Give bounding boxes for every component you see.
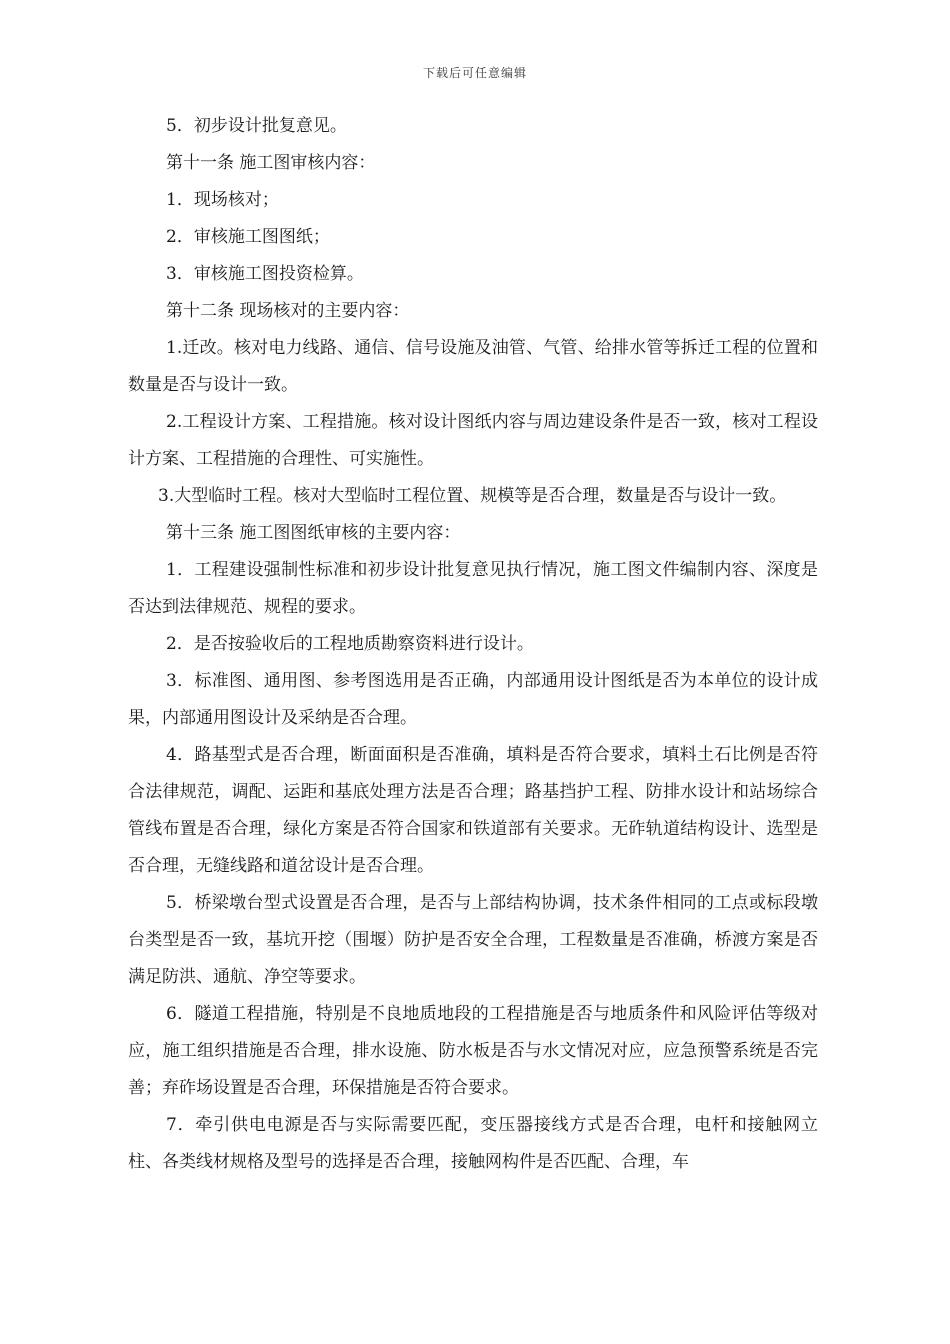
paragraph: 1．现场核对； xyxy=(166,190,279,210)
article-heading: 第十一条 施工图审核内容： xyxy=(166,153,376,173)
paragraph: 1．工程建设强制性标准和初步设计批复意见执行情况，施工图文件编制内容、深度是否达到法律规范、规程的要求。 xyxy=(128,560,818,617)
article-heading: 第十三条 施工图图纸审核的主要内容： xyxy=(166,523,461,543)
paragraph: 2．审核施工图图纸； xyxy=(166,227,330,247)
paragraph: 2．是否按验收后的工程地质勘察资料进行设计。 xyxy=(166,634,534,654)
paragraph: 1.迁改。核对电力线路、通信、信号设施及油管、气管、给排水管等拆迁工程的位置和数量是否与设计一致。 xyxy=(128,338,818,395)
document-body xyxy=(128,108,818,1181)
paragraph: 2.工程设计方案、工程措施。核对设计图纸内容与周边建设条件是否一致，核对工程设计方案、工程措施的合理性、可实施性。 xyxy=(128,412,818,469)
paragraph: 3．标准图、通用图、参考图选用是否正确，内部通用设计图纸是否为本单位的设计成果，内部通用图设计及采纳是否合理。 xyxy=(128,671,818,728)
paragraph: 4．路基型式是否合理，断面面积是否准确，填料是否符合要求，填料土石比例是否符合法律规范，调配、运距和基底处理方法是否合理；路基挡护工程、防排水设计和站场综合管线布置是否合理，绿化方案是否符合国家和铁道部有关要求。无砟轨道结构设计、选型是否合理，无缝线路和道岔设计是否合理。 xyxy=(128,745,818,876)
article-heading: 第十二条 现场核对的主要内容： xyxy=(166,301,410,321)
paragraph: 7．牵引供电电源是否与实际需要匹配，变压器接线方式是否合理，电杆和接触网立柱、各类线材规格及型号的选择是否合理，接触网构件是否匹配、合理，车 xyxy=(128,1115,818,1172)
page-header: 下载后可任意编辑 xyxy=(422,66,527,80)
paragraph: 3．审核施工图投资检算。 xyxy=(166,264,364,284)
paragraph: 5．桥梁墩台型式设置是否合理，是否与上部结构协调，技术条件相同的工点或标段墩台类型是否一致，基坑开挖（围堰）防护是否安全合理，工程数量是否准确，桥渡方案是否满足防洪、通航、净空等要求。 xyxy=(128,893,818,987)
paragraph: 5．初步设计批复意见。 xyxy=(166,116,347,136)
paragraph: 6．隧道工程措施，特别是不良地质地段的工程措施是否与地质条件和风险评估等级对应，施工组织措施是否合理，排水设施、防水板是否与水文情况对应，应急预警系统是否完善；弃砟场设置是否合理，环保措施是否符合要求。 xyxy=(128,1004,818,1098)
paragraph: 3.大型临时工程。核对大型临时工程位置、规模等是否合理，数量是否与设计一致。 xyxy=(158,486,787,506)
